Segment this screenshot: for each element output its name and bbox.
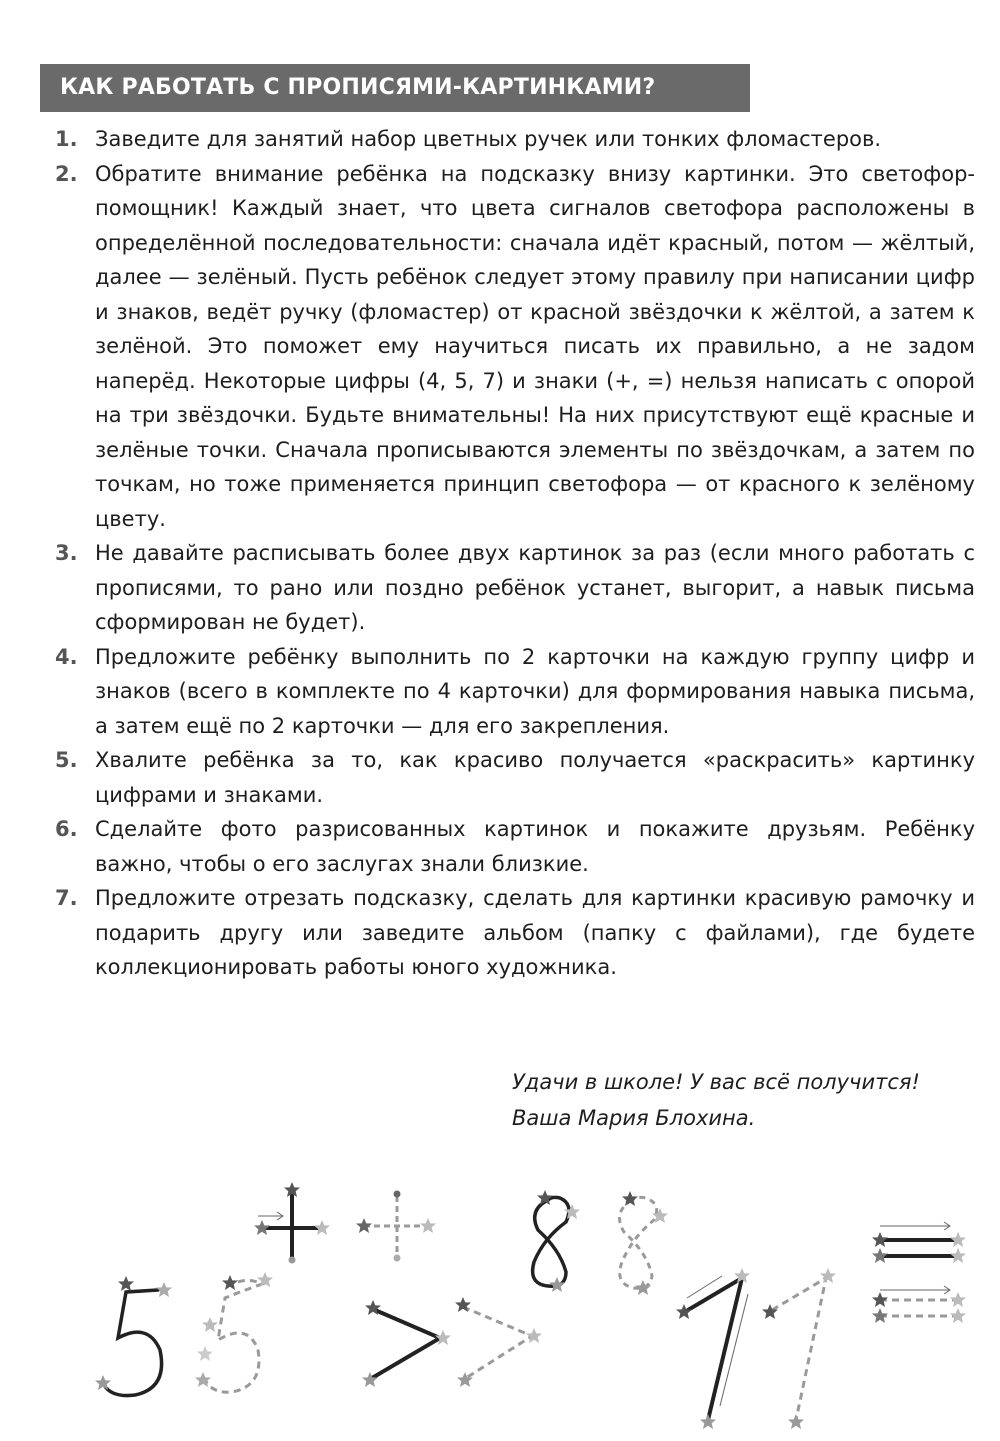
step-text: Предложите отрезать подсказку, сделать для картинки красивую рамочку и подарить другу или заведите альбом (папку с файлами), где будете коллекционировать работы юного художника. bbox=[95, 886, 975, 979]
step-text: Не давайте расписывать более двух картинок за раз (если много работать с прописями, то рано или поздно ребёнок устанет, выгорит, а навык письма сформирован не будет). bbox=[95, 541, 975, 634]
page-title: КАК РАБОТАТЬ С ПРОПИСЯМИ-КАРТИНКАМИ? bbox=[60, 75, 656, 100]
instruction-list bbox=[55, 122, 975, 985]
list-item bbox=[55, 812, 975, 881]
greater-than-solid bbox=[372, 1310, 440, 1378]
closing-wish: Удачи в школе! У вас всё получится! bbox=[512, 1070, 920, 1094]
equals-sign-stars bbox=[872, 1232, 966, 1263]
equals-sign-solid bbox=[880, 1240, 956, 1256]
list-item bbox=[55, 122, 975, 157]
step-number: 3. bbox=[55, 541, 78, 565]
digit-eight-dashed bbox=[620, 1197, 657, 1288]
closing-signature bbox=[512, 1064, 920, 1136]
step-text: Обратите внимание ребёнка на подсказку внизу картинки. Это светофор-помощник! Каждый знает, что цвета сигналов светофора расположены в определённой последовательности: сначала идёт красный, потом — жёлтый, далее — зелёный. Пусть ребёнок следует этому правилу при написании цифр и знаков, ведёт ручку (фломастер) от красной звёздочки к жёлтой, а затем к зелёной. Это поможет ему научиться писать их правильно, а не задом наперёд. Некоторые цифры (4, 5, 7) и знаки (+, =) нельзя написать с опорой на три звёздочки. Будьте внимательны! На них присутствуют ещё красные и зелёные точки. Сначала прописываются элементы по звёздочкам, а затем по точкам, но тоже применяется принцип светофора — от красного к зелёному цвету. bbox=[95, 161, 975, 531]
digit-eight-dashed-stars bbox=[622, 1191, 668, 1295]
list-item bbox=[55, 640, 975, 744]
step-number: 1. bbox=[55, 127, 78, 151]
plus-sign-solid bbox=[262, 1193, 322, 1258]
step-text: Предложите ребёнку выполнить по 2 карточки на каждую группу цифр и знаков (всего в комплекте по 4 карточки) для формирования навыка письма, а затем ещё по 2 карточки — для его закрепления. bbox=[95, 644, 975, 738]
plus-sign-guides bbox=[258, 1212, 283, 1220]
step-text: Сделайте фото разрисованных картинок и покажите друзьям. Ребёнку важно, чтобы о его заслугах знали близкие. bbox=[95, 817, 975, 876]
step-number: 4. bbox=[55, 644, 78, 669]
digit-five-dashed bbox=[205, 1280, 262, 1392]
step-number: 5. bbox=[55, 748, 78, 772]
plus-sign-dashed bbox=[364, 1196, 428, 1256]
digit-eight-stars bbox=[537, 1190, 580, 1292]
equals-sign-dashed-stars bbox=[872, 1292, 966, 1323]
list-item bbox=[55, 743, 975, 812]
greater-than-dashed bbox=[463, 1307, 532, 1378]
equals-sign-dashed bbox=[880, 1300, 956, 1316]
digit-eight-solid bbox=[533, 1197, 569, 1286]
list-item bbox=[55, 157, 975, 537]
step-text: Заведите для занятий набор цветных ручек или тонких фломастеров. bbox=[95, 127, 882, 151]
step-text: Хвалите ребёнка за то, как красиво получается «раскрасить» картинку цифрами и знаками. bbox=[95, 748, 975, 807]
step-number: 7. bbox=[55, 886, 78, 910]
list-item bbox=[55, 881, 975, 985]
header-bar bbox=[40, 64, 750, 112]
list-item bbox=[55, 536, 975, 640]
step-number: 6. bbox=[55, 817, 78, 841]
digit-one-dashed bbox=[772, 1278, 826, 1420]
step-number: 2. bbox=[55, 161, 78, 186]
digit-five-dashed-stars bbox=[195, 1272, 273, 1387]
tracing-examples-illustration bbox=[0, 1170, 1000, 1430]
digit-five-solid bbox=[104, 1290, 162, 1396]
author-signature: Ваша Мария Блохина. bbox=[512, 1106, 756, 1130]
